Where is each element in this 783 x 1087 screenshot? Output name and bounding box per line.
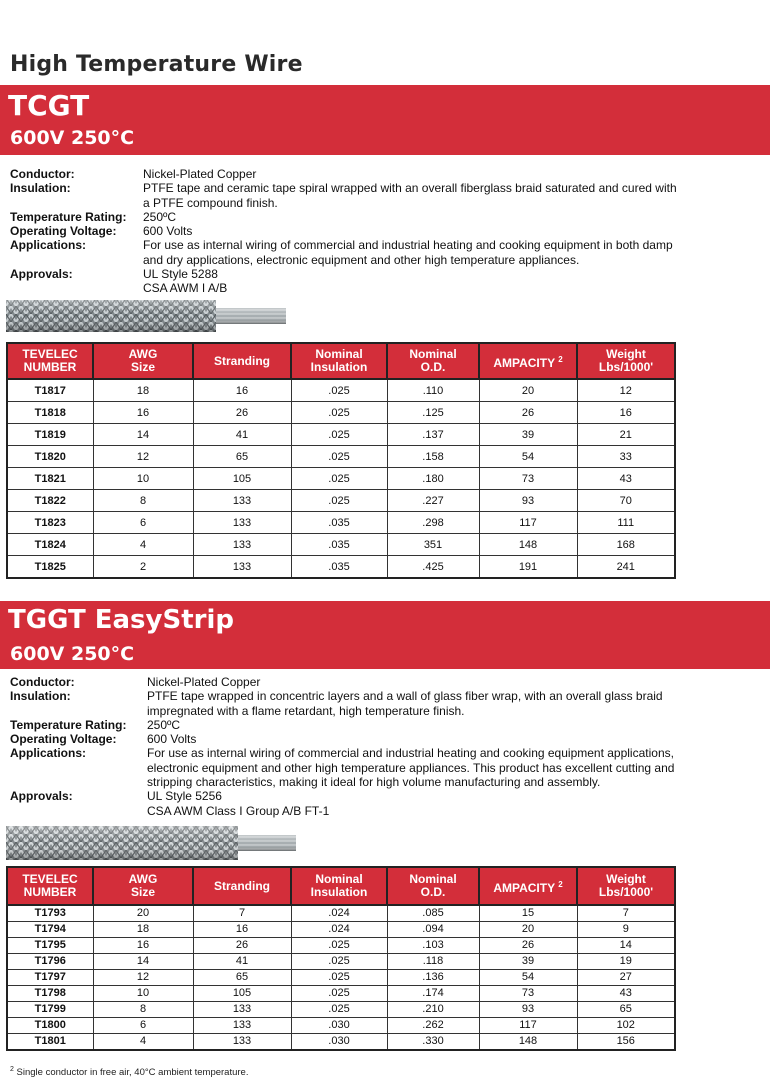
header-line-2: Lbs/1000' <box>598 360 654 374</box>
table-cell: 73 <box>479 986 577 1002</box>
table-row <box>7 905 675 922</box>
table-row <box>7 556 675 579</box>
table-cell: 148 <box>479 1034 577 1051</box>
table-cell: 26 <box>479 938 577 954</box>
part-number-cell: T1824 <box>7 534 93 556</box>
header-line-2: Insulation <box>310 360 368 374</box>
table-cell: 26 <box>193 938 291 954</box>
table-cell: .262 <box>387 1018 479 1034</box>
table-row <box>7 468 675 490</box>
table-cell: .110 <box>387 379 479 402</box>
spec-row <box>10 224 683 238</box>
approval-2: CSA AWM Class I Group A/B FT-1 <box>147 803 330 818</box>
table-cell: 6 <box>93 1018 193 1034</box>
header-line-1: Nominal <box>409 347 457 361</box>
header-line-1: AWG <box>128 347 158 361</box>
table-cell: 7 <box>193 905 291 922</box>
header-line-1: AWG <box>128 872 158 886</box>
table-cell: 8 <box>93 1002 193 1018</box>
table-cell: .035 <box>291 512 387 534</box>
header-line-2: Insulation <box>310 885 368 899</box>
table-cell: .298 <box>387 512 479 534</box>
part-number-cell: T1797 <box>7 970 93 986</box>
table-row <box>7 490 675 512</box>
table-cell: .103 <box>387 938 479 954</box>
header-line-1: TEVELEC <box>22 347 78 361</box>
table-cell: 41 <box>193 424 291 446</box>
table-cell: 7 <box>577 905 675 922</box>
table-cell: 16 <box>93 938 193 954</box>
header-line-1: TEVELEC <box>22 872 78 886</box>
table-cell: 93 <box>479 1002 577 1018</box>
table-cell: 10 <box>93 986 193 1002</box>
table-cell: 19 <box>577 954 675 970</box>
part-number-cell: T1801 <box>7 1034 93 1051</box>
table-cell: 16 <box>93 402 193 424</box>
table-cell: .030 <box>291 1018 387 1034</box>
table-cell: .025 <box>291 986 387 1002</box>
table-cell: .030 <box>291 1034 387 1051</box>
column-header <box>577 343 675 379</box>
table-cell: .118 <box>387 954 479 970</box>
table-cell: 133 <box>193 1034 291 1051</box>
table-cell: .025 <box>291 954 387 970</box>
footnote-marker: 2 <box>10 1066 14 1073</box>
approval-1: UL Style 5288 <box>143 267 218 282</box>
table-cell: .025 <box>291 938 387 954</box>
spec-label: Approvals: <box>10 267 73 282</box>
part-number-cell: T1821 <box>7 468 93 490</box>
spec-row <box>10 210 683 224</box>
spec-row <box>10 675 717 689</box>
table-cell: .024 <box>291 905 387 922</box>
table-row <box>7 938 675 954</box>
column-header <box>193 343 291 379</box>
spec-label: Insulation: <box>10 181 71 196</box>
column-header <box>577 867 675 905</box>
approval-2: CSA AWM I A/B <box>143 281 228 296</box>
table-cell: .227 <box>387 490 479 512</box>
table-row <box>7 379 675 402</box>
table-cell: .425 <box>387 556 479 579</box>
header-line-1: Nominal <box>315 872 363 886</box>
footnote <box>10 1066 248 1078</box>
table-cell: 33 <box>577 446 675 468</box>
part-number-cell: T1825 <box>7 556 93 579</box>
part-number-cell: T1798 <box>7 986 93 1002</box>
spec-value: 250ºC <box>143 209 177 224</box>
header-line-2: O.D. <box>420 885 446 899</box>
part-number-cell: T1820 <box>7 446 93 468</box>
tcgt-banner <box>0 85 770 155</box>
table-row <box>7 986 675 1002</box>
product-name: TCGT <box>8 89 90 122</box>
table-cell: 14 <box>93 954 193 970</box>
approval-1: UL Style 5256 <box>147 789 222 804</box>
header-line-1: Weight <box>606 347 646 361</box>
table-cell: 18 <box>93 922 193 938</box>
table-cell: 351 <box>387 534 479 556</box>
table-cell: 191 <box>479 556 577 579</box>
table-cell: 16 <box>193 922 291 938</box>
part-number-cell: T1823 <box>7 512 93 534</box>
spec-value <box>143 267 683 296</box>
column-header <box>291 867 387 905</box>
tcgt-spec-table <box>6 342 676 579</box>
table-cell: 39 <box>479 424 577 446</box>
table-cell: 18 <box>93 379 193 402</box>
header-line-2: NUMBER <box>23 360 77 374</box>
spec-row <box>10 238 683 267</box>
part-number-cell: T1799 <box>7 1002 93 1018</box>
table-cell: 6 <box>93 512 193 534</box>
table-cell: .180 <box>387 468 479 490</box>
header-line-1: Stranding <box>214 353 270 368</box>
table-cell: 148 <box>479 534 577 556</box>
part-number-cell: T1822 <box>7 490 93 512</box>
table-cell: 2 <box>93 556 193 579</box>
table-cell: .158 <box>387 446 479 468</box>
table-cell: .085 <box>387 905 479 922</box>
table-row <box>7 1018 675 1034</box>
table-cell: 14 <box>93 424 193 446</box>
spec-value: Nickel-Plated Copper <box>147 675 261 689</box>
table-row <box>7 954 675 970</box>
page-title: High Temperature Wire <box>10 52 303 77</box>
column-header <box>193 867 291 905</box>
header-line-2: Size <box>130 360 155 374</box>
tggt-banner <box>0 601 770 669</box>
footnote-text: Single conductor in free air, 40°C ambient temperature. <box>13 1067 249 1079</box>
spec-label: Applications: <box>10 238 87 253</box>
spec-value: Nickel-Plated Copper <box>143 167 257 181</box>
spec-row <box>10 746 717 789</box>
table-cell: 16 <box>577 402 675 424</box>
header-line-1: AMPACITY <box>493 355 555 370</box>
tggt-specs <box>10 675 717 818</box>
table-cell: 4 <box>93 1034 193 1051</box>
spec-label: Temperature Rating: <box>10 209 127 224</box>
table-cell: 54 <box>479 970 577 986</box>
table-cell: 133 <box>193 556 291 579</box>
table-cell: 43 <box>577 986 675 1002</box>
header-line-2: O.D. <box>420 360 446 374</box>
spec-label: Conductor: <box>10 675 75 689</box>
part-number-cell: T1817 <box>7 379 93 402</box>
table-cell: .025 <box>291 970 387 986</box>
spec-row <box>10 267 683 296</box>
table-row <box>7 402 675 424</box>
table-cell: 133 <box>193 512 291 534</box>
table-cell: 12 <box>93 970 193 986</box>
spec-label: Applications: <box>10 746 87 761</box>
table-cell: 20 <box>479 922 577 938</box>
table-cell: .025 <box>291 446 387 468</box>
spec-value <box>147 789 717 818</box>
part-number-cell: T1819 <box>7 424 93 446</box>
table-cell: .025 <box>291 402 387 424</box>
header-line-2: NUMBER <box>23 885 77 899</box>
table-cell: 105 <box>193 468 291 490</box>
table-cell: .210 <box>387 1002 479 1018</box>
wire-image <box>6 826 296 862</box>
spec-row <box>10 718 717 732</box>
table-cell: 16 <box>193 379 291 402</box>
spec-value: PTFE tape wrapped in concentric layers and a wall of glass fiber wrap, with an overall glass braid impregnated with a flame retardant, high temperature finish. <box>147 689 663 718</box>
table-cell: 65 <box>193 970 291 986</box>
table-cell: 105 <box>193 986 291 1002</box>
part-number-cell: T1795 <box>7 938 93 954</box>
column-header <box>479 343 577 379</box>
table-cell: 12 <box>93 446 193 468</box>
header-line-1: Nominal <box>409 872 457 886</box>
table-cell: .024 <box>291 922 387 938</box>
table-cell: 15 <box>479 905 577 922</box>
table-cell: .136 <box>387 970 479 986</box>
header-line-2: Size <box>130 885 155 899</box>
part-number-cell: T1796 <box>7 954 93 970</box>
table-cell: .330 <box>387 1034 479 1051</box>
table-cell: 20 <box>479 379 577 402</box>
table-cell: 65 <box>577 1002 675 1018</box>
column-header <box>93 867 193 905</box>
spec-row <box>10 167 683 181</box>
table-cell: .094 <box>387 922 479 938</box>
spec-value: For use as internal wiring of commercial and industrial heating and cooking equipment in both damp and dry applications, electronic equipment and other high temperature appliances. <box>143 238 673 267</box>
table-cell: 54 <box>479 446 577 468</box>
column-header <box>387 343 479 379</box>
spec-value: 600 Volts <box>147 732 197 747</box>
table-cell: 20 <box>93 905 193 922</box>
table-cell: 168 <box>577 534 675 556</box>
tggt-spec-table <box>6 866 676 1051</box>
table-cell: 43 <box>577 468 675 490</box>
spec-value: For use as internal wiring of commercial and industrial heating and cooking equipment applications, electronic equipment and other high temperature appliances. This product has excellent cutting and stripping characteristics, making it ideal for high volume manufacturing and assembly. <box>147 746 675 790</box>
table-cell: 241 <box>577 556 675 579</box>
table-cell: .025 <box>291 424 387 446</box>
wire-image <box>6 298 286 334</box>
table-cell: 8 <box>93 490 193 512</box>
column-header <box>387 867 479 905</box>
part-number-cell: T1794 <box>7 922 93 938</box>
table-cell: 133 <box>193 1002 291 1018</box>
column-header <box>7 867 93 905</box>
table-row <box>7 1034 675 1051</box>
spec-label: Operating Voltage: <box>10 224 117 239</box>
column-header <box>479 867 577 905</box>
spec-value: 600 Volts <box>143 224 193 239</box>
table-row <box>7 534 675 556</box>
spec-label: Conductor: <box>10 167 75 181</box>
table-cell: 73 <box>479 468 577 490</box>
table-cell: 27 <box>577 970 675 986</box>
table-cell: 9 <box>577 922 675 938</box>
header-line-2: Lbs/1000' <box>598 885 654 899</box>
table-row <box>7 446 675 468</box>
product-rating: 600V 250°C <box>10 127 135 149</box>
part-number-cell: T1818 <box>7 402 93 424</box>
spec-row <box>10 789 717 818</box>
footnote-ref: 2 <box>558 354 563 364</box>
table-cell: .174 <box>387 986 479 1002</box>
table-cell: 133 <box>193 490 291 512</box>
spec-label: Temperature Rating: <box>10 717 127 732</box>
product-rating: 600V 250°C <box>10 643 135 665</box>
table-row <box>7 922 675 938</box>
spec-row <box>10 689 717 718</box>
footnote-ref: 2 <box>558 879 563 889</box>
table-row <box>7 424 675 446</box>
header-line-1: Stranding <box>214 878 270 893</box>
table-cell: .035 <box>291 534 387 556</box>
table-cell: 133 <box>193 534 291 556</box>
table-cell: .025 <box>291 468 387 490</box>
part-number-cell: T1800 <box>7 1018 93 1034</box>
spec-value: 250ºC <box>147 717 181 732</box>
column-header <box>93 343 193 379</box>
table-cell: 70 <box>577 490 675 512</box>
table-cell: 111 <box>577 512 675 534</box>
spec-label: Operating Voltage: <box>10 732 117 747</box>
table-row <box>7 1002 675 1018</box>
header-line-1: Nominal <box>315 347 363 361</box>
table-cell: 21 <box>577 424 675 446</box>
table-cell: .137 <box>387 424 479 446</box>
table-row <box>7 970 675 986</box>
product-name: TGGT EasyStrip <box>8 605 234 635</box>
table-cell: 26 <box>193 402 291 424</box>
table-cell: 117 <box>479 1018 577 1034</box>
part-number-cell: T1793 <box>7 905 93 922</box>
table-cell: 39 <box>479 954 577 970</box>
tcgt-specs <box>10 167 683 296</box>
table-cell: 14 <box>577 938 675 954</box>
table-cell: 133 <box>193 1018 291 1034</box>
spec-row <box>10 732 717 746</box>
header-line-1: AMPACITY <box>493 880 555 895</box>
table-cell: 10 <box>93 468 193 490</box>
table-cell: 65 <box>193 446 291 468</box>
spec-label: Insulation: <box>10 689 71 704</box>
table-cell: .025 <box>291 1002 387 1018</box>
table-cell: 93 <box>479 490 577 512</box>
table-cell: 102 <box>577 1018 675 1034</box>
header-line-1: Weight <box>606 872 646 886</box>
table-row <box>7 512 675 534</box>
column-header <box>291 343 387 379</box>
table-cell: 4 <box>93 534 193 556</box>
column-header <box>7 343 93 379</box>
spec-row <box>10 181 683 210</box>
table-cell: 41 <box>193 954 291 970</box>
table-cell: 117 <box>479 512 577 534</box>
table-cell: 156 <box>577 1034 675 1051</box>
spec-label: Approvals: <box>10 789 73 804</box>
table-cell: 26 <box>479 402 577 424</box>
table-cell: .025 <box>291 490 387 512</box>
table-cell: .125 <box>387 402 479 424</box>
table-cell: .025 <box>291 379 387 402</box>
table-cell: 12 <box>577 379 675 402</box>
table-cell: .035 <box>291 556 387 579</box>
spec-value: PTFE tape and ceramic tape spiral wrapped with an overall fiberglass braid saturated and cured with a PTFE compound finish. <box>143 181 677 210</box>
